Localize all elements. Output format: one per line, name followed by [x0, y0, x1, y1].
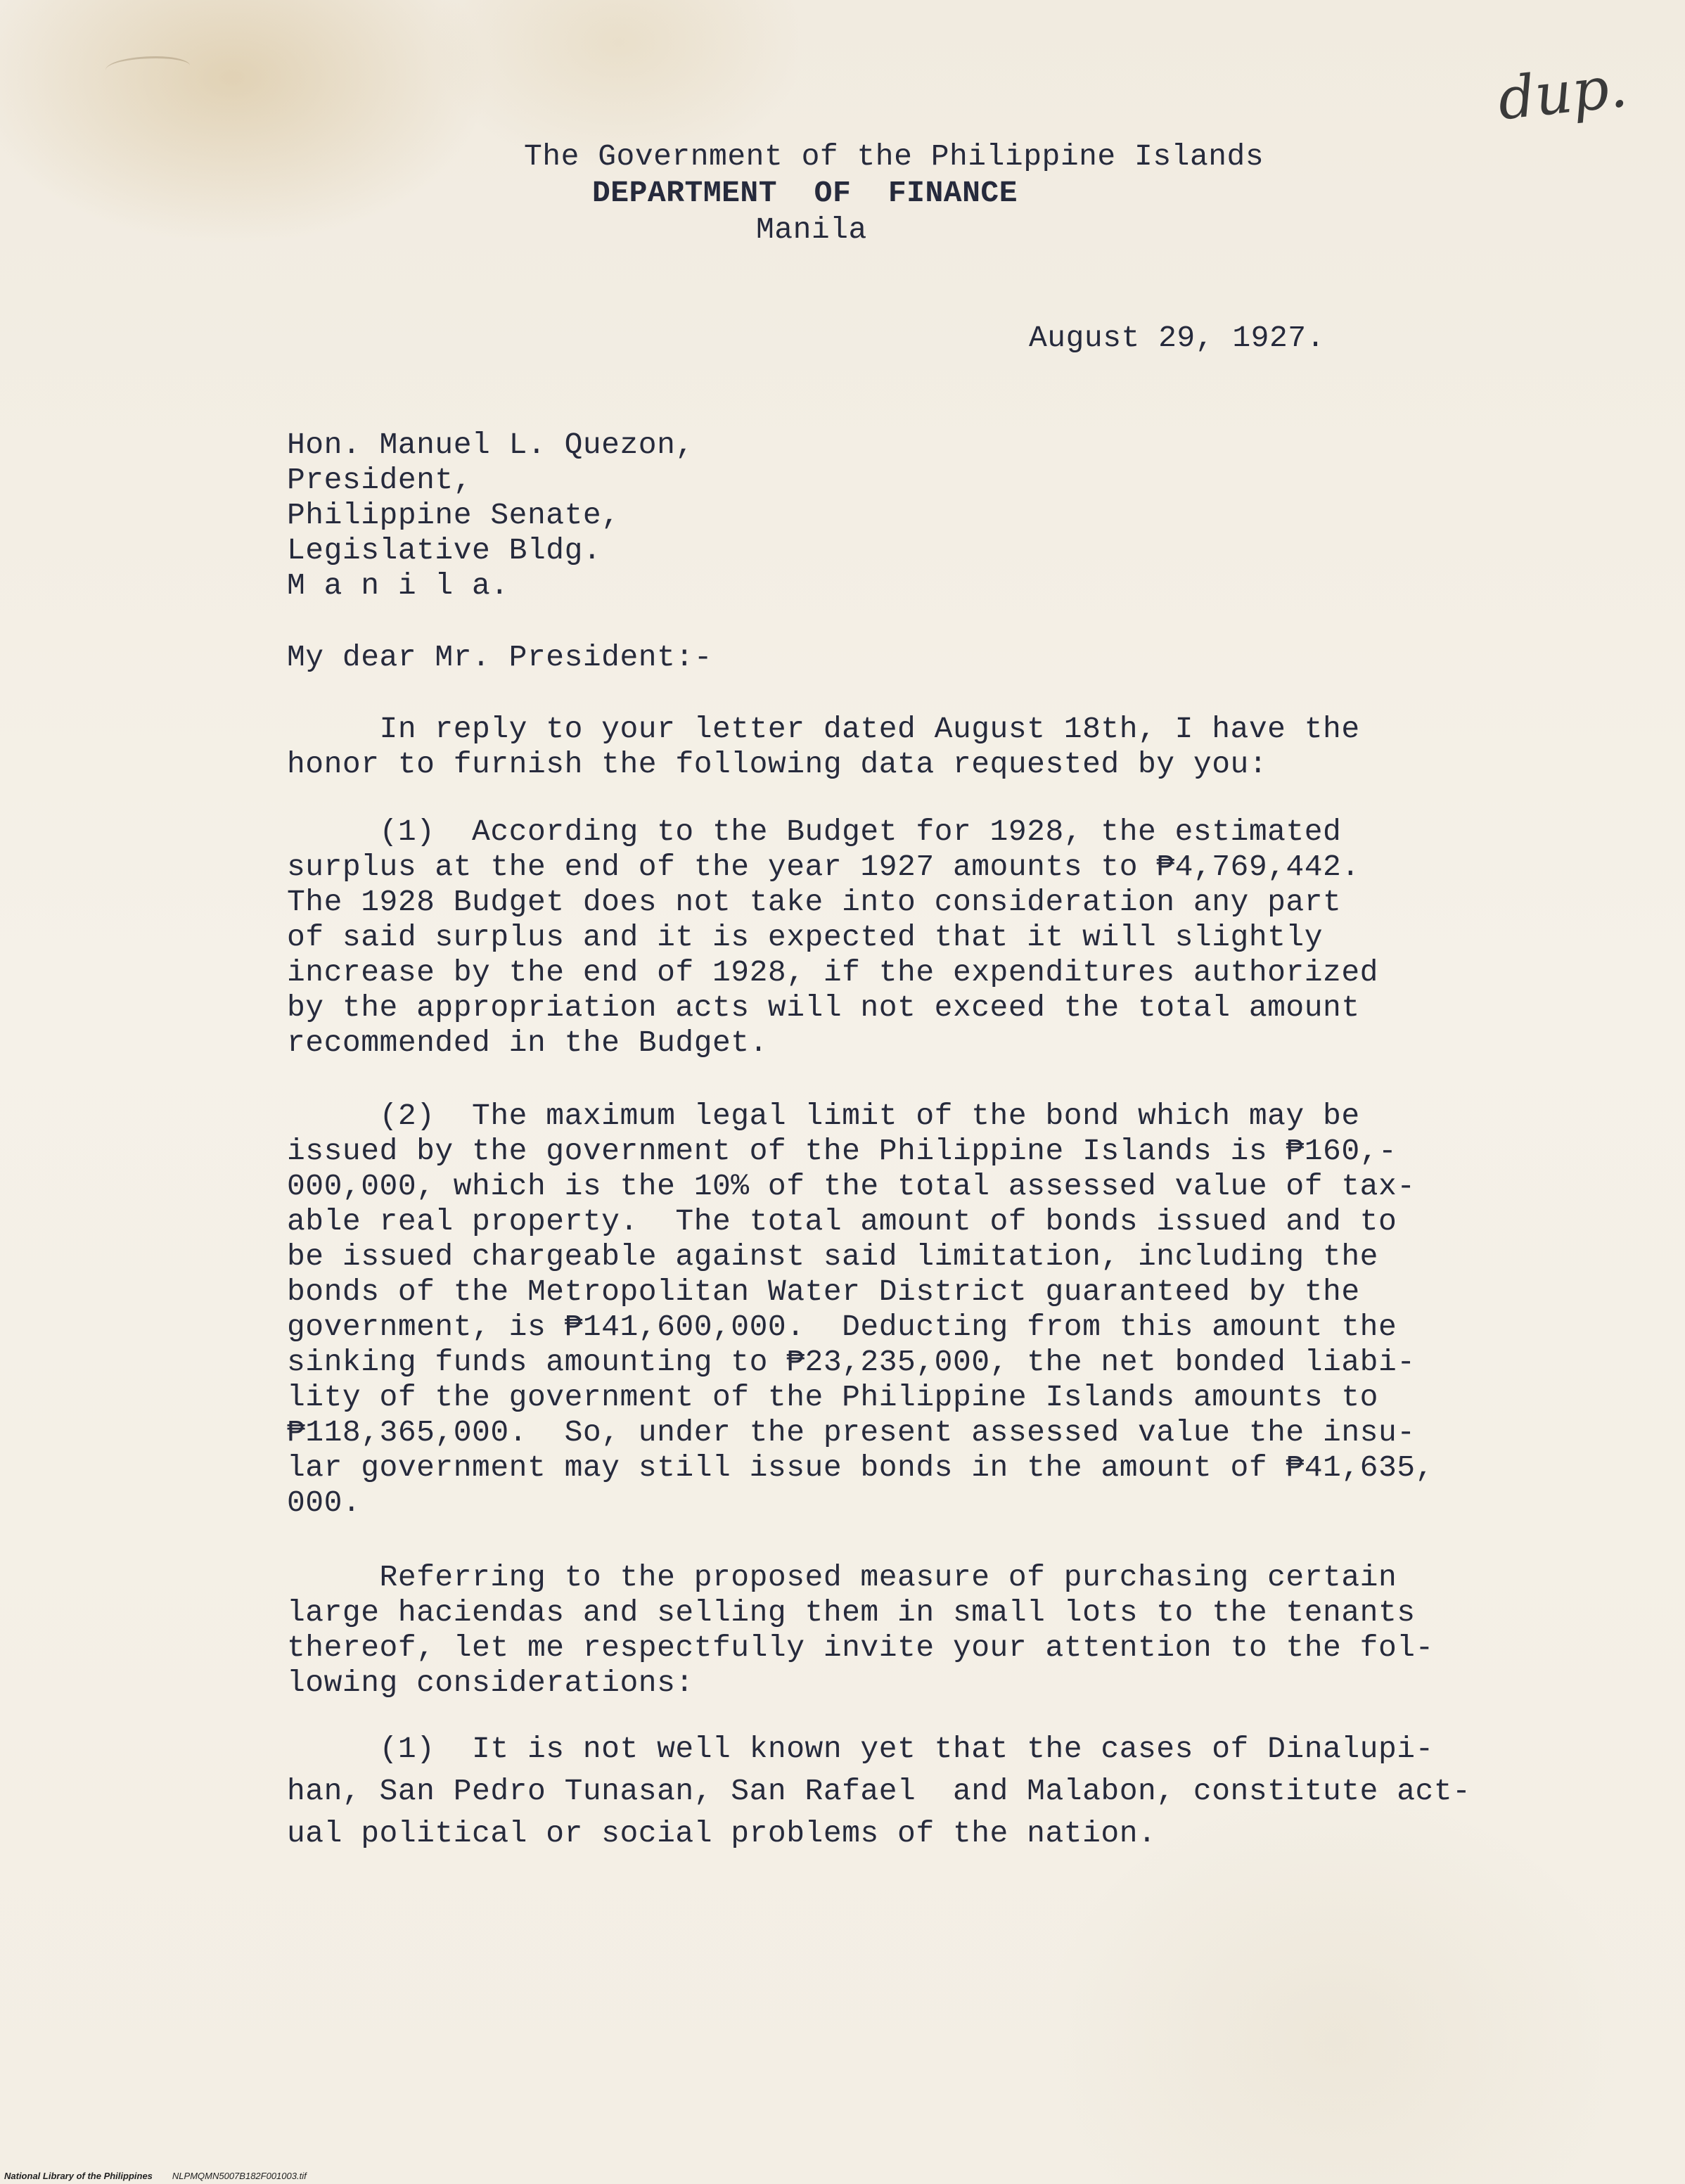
body-line: issued by the government of the Philippine Islands is ₱160,-: [287, 1134, 1397, 1168]
body-line: recommended in the Budget.: [287, 1026, 768, 1060]
body-line: The 1928 Budget does not take into consideration any part: [287, 885, 1342, 919]
body-line: (1) According to the Budget for 1928, the estimated: [287, 815, 1342, 849]
body-line: bonds of the Metropolitan Water District guaranteed by the: [287, 1275, 1360, 1309]
body-line: (2) The maximum legal limit of the bond which may be: [287, 1099, 1360, 1133]
body-line: government, is ₱141,600,000. Deducting from this amount the: [287, 1310, 1397, 1344]
body-line: by the appropriation acts will not exceed the total amount: [287, 990, 1360, 1025]
scan-footer: [4, 2171, 307, 2181]
handwritten-annotation: dup.: [1494, 53, 1631, 134]
body-line: (1) It is not well known yet that the cases of Dinalupi-: [287, 1732, 1434, 1766]
body-line: surplus at the end of the year 1927 amounts to ₱4,769,442.: [287, 850, 1360, 884]
body-line: sinking funds amounting to ₱23,235,000, the net bonded liabi-: [287, 1345, 1416, 1379]
body-line: lowing considerations:: [287, 1666, 694, 1700]
address-line: Hon. Manuel L. Quezon,: [287, 428, 694, 462]
footer-source: National Library of the Philippines: [4, 2171, 153, 2181]
body-line: of said surplus and it is expected that it will slightly: [287, 920, 1324, 954]
address-line: President,: [287, 463, 473, 497]
footer-filename: NLPMQMN5007B182F001003.tif: [172, 2171, 307, 2181]
letterhead-department: DEPARTMENT OF FINANCE: [592, 176, 1018, 210]
body-line: 000,000, which is the 10% of the total assessed value of tax-: [287, 1169, 1416, 1203]
body-line: honor to furnish the following data requested by you:: [287, 747, 1268, 781]
body-line: increase by the end of 1928, if the expenditures authorized: [287, 955, 1378, 990]
body-line: ₱118,365,000. So, under the present assessed value the insu-: [287, 1415, 1416, 1450]
address-line: Philippine Senate,: [287, 498, 620, 532]
body-line: lity of the government of the Philippine Islands amounts to: [287, 1380, 1378, 1415]
body-line: lar government may still issue bonds in the amount of ₱41,635,: [287, 1450, 1434, 1485]
body-line: large haciendas and selling them in small lots to the tenants: [287, 1595, 1416, 1630]
letterhead-government: The Government of the Philippine Islands: [524, 139, 1264, 174]
letter-date: August 29, 1927.: [1029, 321, 1325, 355]
paper-tear: [105, 56, 190, 79]
letterhead-city: Manila: [756, 212, 867, 247]
body-line: thereof, let me respectfully invite your attention to the fol-: [287, 1630, 1434, 1665]
body-line: able real property. The total amount of bonds issued and to: [287, 1204, 1397, 1239]
body-line: Referring to the proposed measure of purchasing certain: [287, 1560, 1397, 1595]
address-line: Legislative Bldg.: [287, 533, 602, 568]
address-line: M a n i l a.: [287, 568, 509, 603]
body-line: 000.: [287, 1486, 361, 1520]
body-line: be issued chargeable against said limitation, including the: [287, 1239, 1378, 1274]
body-line: In reply to your letter dated August 18th, I have the: [287, 712, 1360, 746]
body-line: han, San Pedro Tunasan, San Rafael and Malabon, constitute act-: [287, 1774, 1471, 1808]
body-line: ual political or social problems of the nation.: [287, 1816, 1157, 1851]
salutation: My dear Mr. President:-: [287, 640, 712, 675]
